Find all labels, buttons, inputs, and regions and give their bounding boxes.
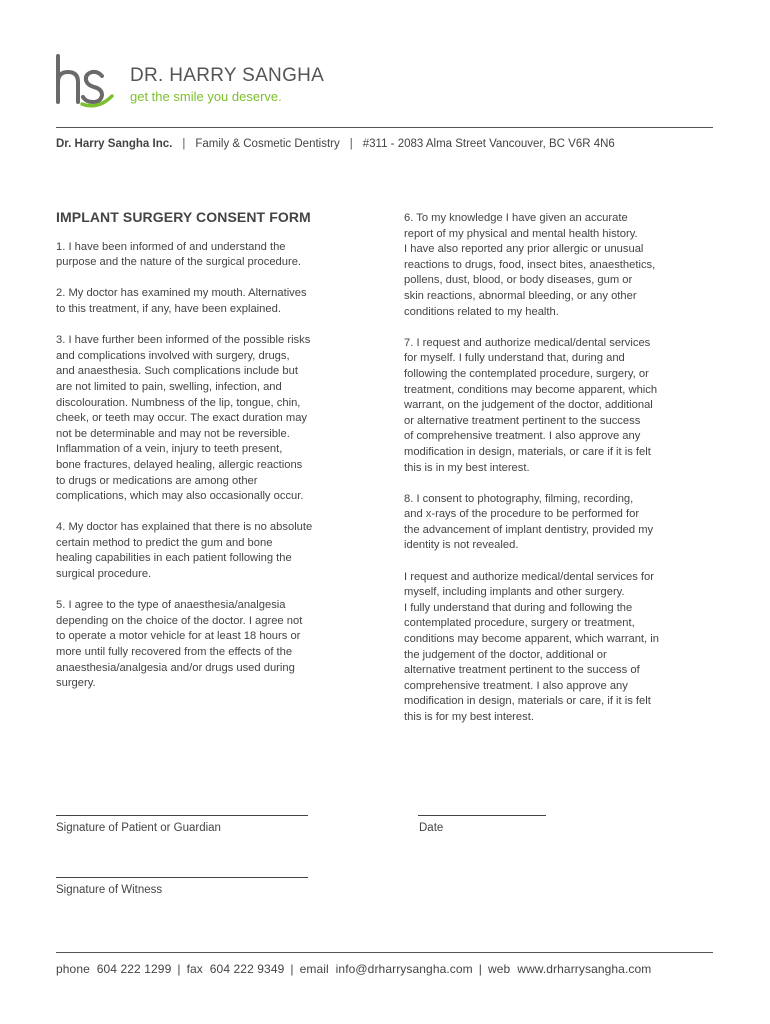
website-link[interactable]: www.drharrysangha.com <box>517 962 652 976</box>
separator: | <box>349 138 353 150</box>
separator: | <box>177 962 181 976</box>
header-divider <box>56 127 713 128</box>
consent-clause-2: 2. My doctor has examined my mouth. Alternatives to this treatment, if any, have been explained. <box>56 287 307 315</box>
consent-authorization: I request and authorize medical/dental services for myself, including implants and other surgery. I fully understand that during and following the contemplated procedure, surgery or treatment, conditions may become apparent, which warrant, in the judgement of the doctor, additional or alternative treatment pertinent to the success of comprehensive treatment. I also approve any modification in design, materials or care, if it is felt this is for my best interest. <box>404 570 659 723</box>
email-label: email <box>299 962 329 976</box>
consent-left-column <box>56 210 368 707</box>
fax-number: 604 222 9349 <box>209 962 285 976</box>
patient-signature-label: Signature of Patient or Guardian <box>56 822 221 834</box>
date-line[interactable] <box>418 815 546 816</box>
phone-label: phone <box>56 962 90 976</box>
fax-label: fax <box>186 962 203 976</box>
separator: | <box>478 962 482 976</box>
practice-specialty: Family & Cosmetic Dentistry <box>195 138 340 150</box>
practice-info-bar <box>56 138 716 150</box>
phone-number: 604 222 1299 <box>96 962 172 976</box>
brand-tagline: get the smile you deserve. <box>130 89 282 104</box>
company-name: Dr. Harry Sangha Inc. <box>56 138 173 150</box>
web-label: web <box>488 962 511 976</box>
form-title: IMPLANT SURGERY CONSENT FORM <box>56 209 311 225</box>
consent-clause-4: 4. My doctor has explained that there is no absolute certain method to predict the gum and bone healing capabilities in each patient following the surgical procedure. <box>56 521 313 581</box>
date-label: Date <box>419 822 444 834</box>
separator: | <box>182 138 186 150</box>
consent-clause-3: 3. I have further been informed of the possible risks and complications involved with surgery, drugs, and anaesthesia. Such complications include but are not limited to pain, swelling, infection, and discolouration. Numbness of the lip, tongue, chin, cheek, or teeth may occur. The exact duration may not be determinable and may not be reversible. Inflammation of a vein, injury to teeth present, bone fractures, delayed healing, allergic reactions to drugs or medications are among other complications, which may also occasionally occur. <box>56 334 311 503</box>
brand-logo <box>54 52 354 112</box>
brand-name: DR. HARRY SANGHA <box>130 65 325 86</box>
hs-monogram-icon <box>54 52 118 112</box>
patient-signature-line[interactable] <box>56 815 308 816</box>
email-address[interactable]: info@drharrysangha.com <box>335 962 473 976</box>
witness-signature-line[interactable] <box>56 877 308 878</box>
contact-footer <box>56 962 716 976</box>
separator: | <box>290 962 294 976</box>
footer-divider <box>56 952 713 953</box>
consent-clause-7: 7. I request and authorize medical/dental services for myself. I fully understand that, during and following the contemplated procedure, surgery, or treatment, conditions may become apparent, which warrant, on the judgement of the doctor, additional or alternative treatment pertinent to the success of comprehensive treatment. I also approve any modification in design, materials, or care if it is felt this is in my best interest. <box>404 336 658 474</box>
witness-signature-label: Signature of Witness <box>56 884 163 896</box>
consent-clause-5: 5. I agree to the type of anaesthesia/analgesia depending on the choice of the doctor. I agree not to operate a motor vehicle for at least 18 hours or more until fully recovered from the effects of the anaesthesia/analgesia and/or drugs used during surgery. <box>56 599 303 690</box>
consent-clause-8: 8. I consent to photography, filming, recording, and x-rays of the procedure to be performed for the advancement of implant dentistry, provided my identity is not revealed. <box>404 492 654 552</box>
consent-clause-1: 1. I have been informed of and understand the purpose and the nature of the surgical procedure. <box>56 240 302 269</box>
consent-clause-6: 6. To my knowledge I have given an accurate report of my physical and mental health history. I have also reported any prior allergic or unusual reactions to drugs, food, insect bites, anaesthetics, pollens, dust, blood, or body diseases, gum or skin reactions, abnormal bleeding, or any other conditions related to my health. <box>404 212 656 318</box>
practice-address: #311 - 2083 Alma Street Vancouver, BC V6R 4N6 <box>362 138 615 150</box>
consent-right-column <box>404 211 714 741</box>
